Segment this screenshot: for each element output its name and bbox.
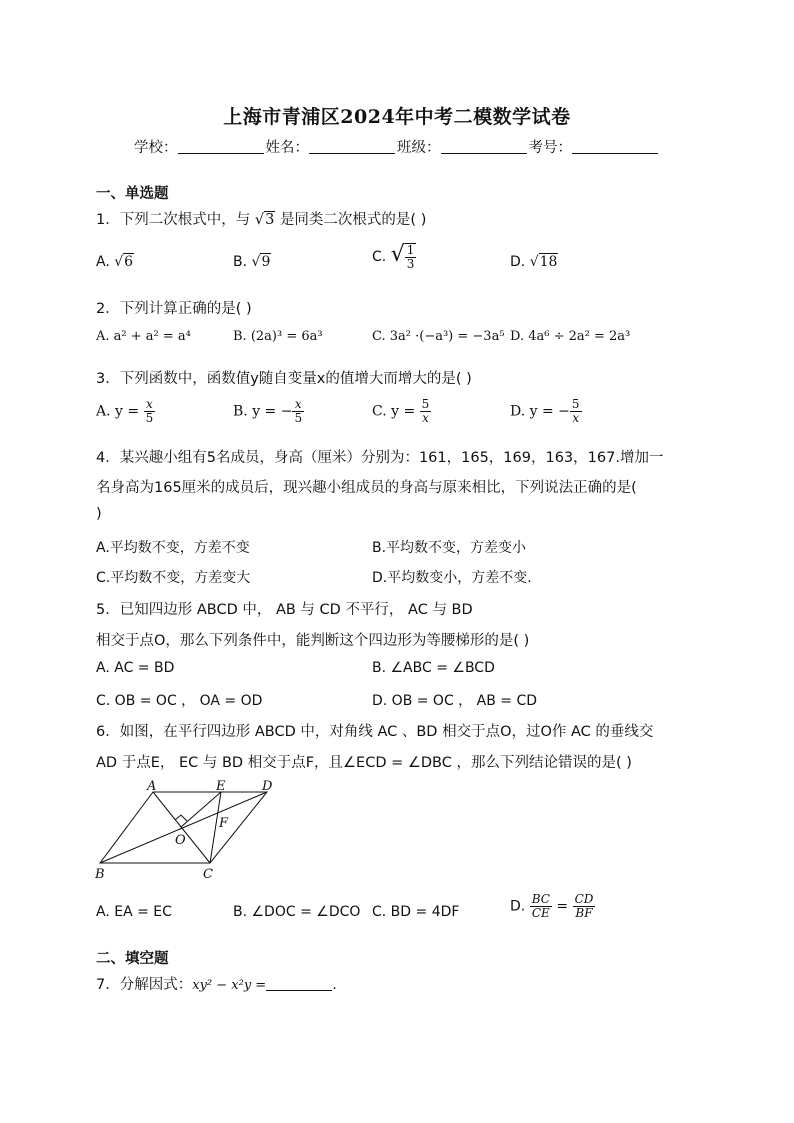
q1-d-sqrt: √18 — [529, 254, 558, 270]
label-d: D — [262, 780, 273, 794]
student-info-line — [0, 136, 794, 157]
question-6-line-1: 6．如图，在平行四边形 ABCD 中，对角线 AC 、BD 相交于点O，过O作 AC 的垂线交 — [96, 724, 654, 740]
q7-expression: xy² − x²y = — [192, 978, 267, 993]
q1-stem-a: 1．下列二次根式中，与 — [96, 212, 251, 228]
q6-d-fraction-1: $\frac{BC}{CE}$ — [531, 892, 550, 920]
question-2-stem: 2．下列计算正确的是( ) — [96, 301, 252, 317]
q3-b-fraction: $\frac{x}{5}$ — [294, 397, 303, 425]
name-label: 姓名： — [265, 140, 309, 156]
number-label: 考号： — [528, 140, 572, 156]
label-b: B — [95, 867, 105, 882]
question-4-line-2: 名身高为165厘米的成员后，现兴趣小组成员的身高与原来相比，下列说法正确的是( — [96, 480, 637, 496]
q6-option-b[interactable]: B. ∠DOC = ∠DCO — [233, 904, 361, 920]
q7-end: . — [332, 977, 337, 993]
q3-d-fraction: $\frac{5}{x}$ — [571, 397, 580, 425]
class-blank[interactable] — [441, 139, 527, 154]
q4-option-c[interactable]: C.平均数不变，方差变大 — [96, 570, 251, 586]
q1-a-sqrt: √6 — [114, 254, 134, 270]
question-7 — [96, 973, 337, 994]
q2-option-a[interactable]: A. a² + a² = a⁴ — [96, 329, 191, 344]
right-angle-mark — [175, 815, 187, 821]
class-label: 班级： — [397, 140, 441, 156]
q3-b-label: B. y = − — [233, 403, 293, 420]
q6-option-d[interactable] — [510, 893, 595, 920]
q1-d-label: D. — [510, 254, 530, 270]
q1-a-label: A. — [96, 254, 115, 270]
q1-option-a[interactable] — [96, 254, 134, 270]
number-blank[interactable] — [572, 139, 658, 154]
school-label: 学校： — [134, 140, 178, 156]
question-3-stem: 3．下列函数中，函数值y随自变量x的值增大而增大的是( ) — [96, 371, 472, 387]
q4-option-d[interactable]: D.平均数变小，方差不变. — [372, 570, 532, 586]
question-6-line-2: AD 于点E， EC 与 BD 相交于点F，且∠ECD = ∠DBC ，那么下列结论错误的是( ) — [96, 755, 632, 771]
diagonal-bd — [100, 792, 267, 863]
q3-option-d[interactable] — [510, 398, 582, 425]
label-o: O — [175, 833, 186, 848]
q2-option-c[interactable]: C. 3a² ·(−a³) = −3a⁵ — [372, 329, 505, 344]
q3-option-b[interactable] — [233, 398, 304, 425]
q3-option-c[interactable] — [372, 398, 431, 425]
q3-c-fraction: $\frac{5}{x}$ — [421, 397, 430, 425]
q1-option-d[interactable] — [510, 254, 558, 270]
q1-c-label: C. — [372, 249, 391, 265]
q6-option-a[interactable]: A. EA = EC — [96, 904, 172, 920]
q4-option-b[interactable]: B.平均数不变，方差变小 — [372, 540, 527, 556]
q6-d-label: D. — [510, 898, 530, 915]
q6-option-c[interactable]: C. BD = 4DF — [372, 904, 460, 920]
q3-d-label: D. y = − — [510, 403, 570, 420]
q5-option-c[interactable]: C. OB = OC ， OA = OD — [96, 693, 263, 709]
q5-option-b[interactable]: B. ∠ABC = ∠BCD — [372, 660, 495, 676]
q7-answer-blank[interactable] — [266, 976, 332, 991]
school-blank[interactable] — [178, 139, 264, 154]
q6-d-fraction-2: $\frac{CD}{BF}$ — [574, 892, 594, 920]
parallelogram-figure — [95, 780, 285, 885]
diagonal-ac — [153, 792, 210, 863]
q3-a-label: A. y = — [96, 403, 144, 420]
q5-option-d[interactable]: D. OB = OC ， AB = CD — [372, 693, 537, 709]
section-single-choice: 一、单选题 — [96, 186, 169, 202]
q3-a-fraction: $\frac{x}{5}$ — [145, 397, 154, 425]
q2-option-b[interactable]: B. (2a)³ = 6a³ — [233, 329, 323, 344]
q1-c-sqrt: √ — [390, 242, 405, 267]
q1-option-c[interactable] — [372, 242, 416, 271]
label-c: C — [203, 867, 213, 882]
q2-option-d[interactable]: D. 4a⁶ ÷ 2a² = 2a³ — [510, 329, 631, 344]
q3-c-label: C. y = — [372, 403, 420, 420]
q1-sqrt: √3 — [254, 212, 275, 228]
q3-option-a[interactable] — [96, 398, 155, 425]
name-blank[interactable] — [309, 139, 395, 154]
q4-option-a[interactable]: A.平均数不变，方差不变 — [96, 540, 250, 556]
q6-d-equals: = — [551, 898, 573, 915]
question-4-line-1: 4．某兴趣小组有5名成员，身高（厘米）分别为：161，165，169，163，167.增加一 — [96, 450, 664, 466]
question-5-line-2: 相交于点O，那么下列条件中，能判断这个四边形为等腰梯形的是( ) — [96, 633, 530, 649]
section-fill-in: 二、填空题 — [96, 951, 169, 967]
label-f: F — [219, 816, 229, 831]
q1-c-fraction: $\frac{1}{3}$ — [406, 243, 415, 271]
page-title: 上海市青浦区2024年中考二模数学试卷 — [223, 106, 571, 128]
q1-b-label: B. — [233, 254, 252, 270]
question-4-line-3: ) — [96, 506, 102, 522]
q1-option-b[interactable] — [233, 254, 271, 270]
label-e: E — [216, 780, 226, 794]
label-a: A — [147, 780, 157, 794]
q1-b-sqrt: √9 — [251, 254, 271, 270]
question-5-line-1: 5．已知四边形 ABCD 中， AB 与 CD 不平行， AC 与 BD — [96, 602, 473, 618]
question-1-stem — [96, 208, 426, 229]
q1-stem-b: 是同类二次根式的是( ) — [279, 212, 427, 228]
q5-option-a[interactable]: A. AC = BD — [96, 660, 175, 676]
segment-oe — [181, 792, 221, 827]
q7-stem: 7．分解因式： — [96, 977, 193, 993]
